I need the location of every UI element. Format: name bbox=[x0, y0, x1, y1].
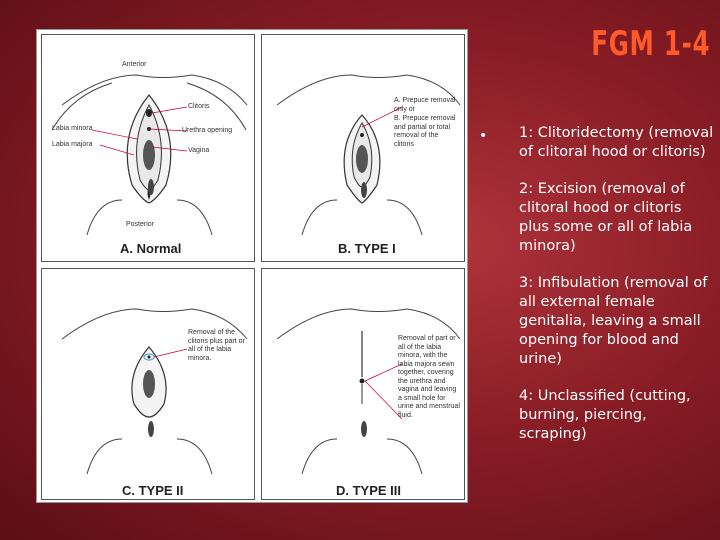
label-clitoris: Clitoris bbox=[188, 103, 210, 110]
label-vagina: Vagina bbox=[188, 147, 210, 154]
slide-title: FGM 1-4 bbox=[591, 24, 710, 64]
fgm-types-list bbox=[519, 124, 715, 462]
label-labia-majora: Labia majora bbox=[52, 141, 93, 148]
label-anterior: Anterior bbox=[122, 61, 147, 68]
type-1-note-a: A. Prepuce removal only or bbox=[394, 97, 456, 113]
label-posterior: Posterior bbox=[126, 221, 155, 228]
list-item: 4: Unclassified (cutting, burning, piercing, scraping) bbox=[519, 388, 691, 442]
label-labia-minora: Labia minora bbox=[52, 125, 93, 132]
bullet-marker: • bbox=[479, 128, 488, 144]
panel-caption: D. TYPE III bbox=[336, 483, 402, 498]
panel-caption: A. Normal bbox=[120, 241, 182, 256]
panel-caption: B. TYPE I bbox=[338, 241, 396, 256]
type-2-note: Removal of the clitoris plus part or all of the labia minora. bbox=[188, 329, 245, 362]
panel-type-1 bbox=[261, 34, 465, 262]
fgm-diagram-figure bbox=[36, 29, 468, 503]
panel-type-3 bbox=[261, 268, 465, 500]
type-3-note: Removal of part or all of the labia minora, with the labia majora sewn together, covering the urethra and vagina and leaving a small hole for urine and menstrual fluid. bbox=[398, 335, 460, 419]
panel-caption: C. TYPE II bbox=[122, 483, 184, 498]
panel-type-2 bbox=[41, 268, 255, 500]
list-item: 3: Infibulation (removal of all external female genitalia, leaving a small opening for blood and urine) bbox=[519, 275, 708, 367]
label-urethra-opening: Urethra opening bbox=[182, 127, 233, 134]
type-2-anatomy-drawing bbox=[42, 269, 255, 500]
list-item: 1: Clitoridectomy (removal of clitoral hood or clitoris) bbox=[519, 125, 714, 160]
panel-normal bbox=[41, 34, 255, 262]
type-1-note-b: B. Prepuce removal and partial or total removal of the clitoris bbox=[394, 115, 456, 148]
list-item: 2: Excision (removal of clitoral hood or clitoris plus some or all of labia minora) bbox=[519, 181, 693, 254]
